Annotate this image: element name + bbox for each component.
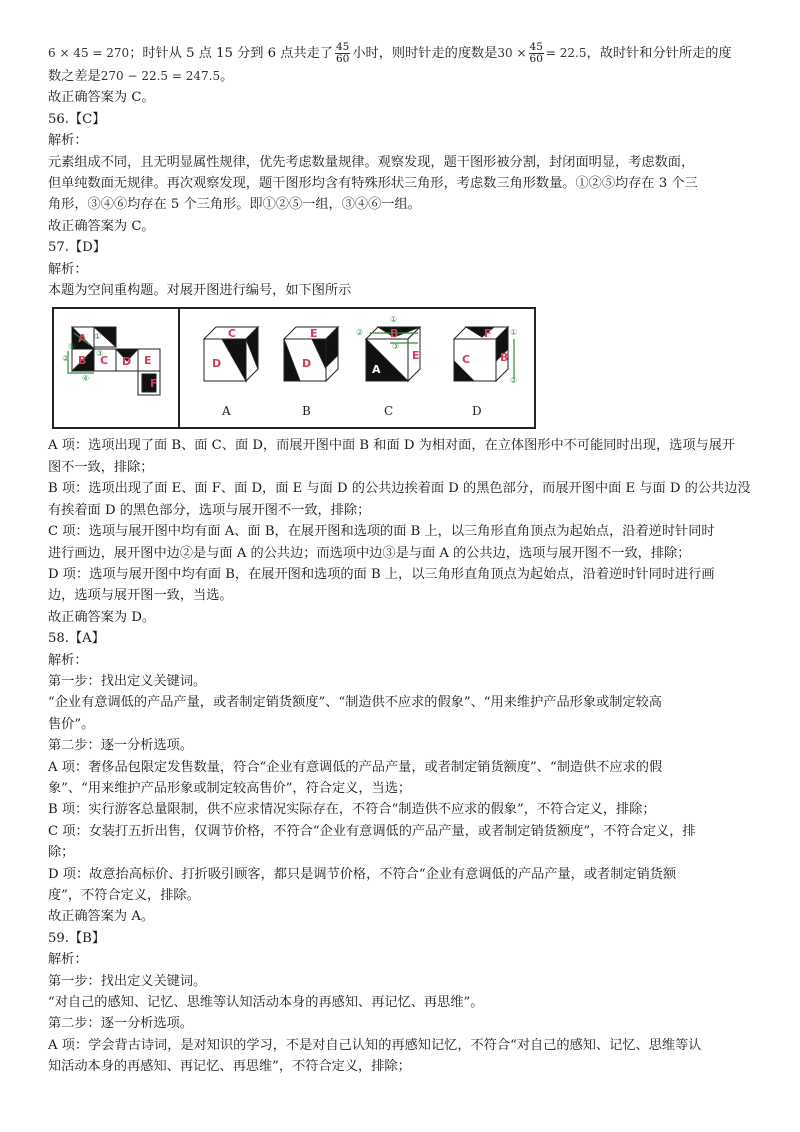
q58-option-c-1: C 项：女装打五折出售，仅调节价格，不符合“企业有意调低的产品产量，或者制定销货额度”，不符合定义，排	[48, 823, 696, 839]
q56-body-1: 元素组成不同，且无明显属性规律，优先考虑数量规律。观察发现，题干图形被分割，封闭面明显，考虑数面，	[48, 154, 695, 170]
net-letter-d: D	[122, 355, 132, 369]
q55-expr-hour-b: = 22.5	[545, 46, 587, 60]
q59-header: 59.【B】	[48, 930, 106, 946]
opt-b-face-e: E	[310, 327, 318, 341]
opt-b-face-d: D	[302, 357, 312, 371]
opt-a-face-c: C	[228, 327, 237, 341]
net-letter-c: C	[100, 354, 109, 368]
q58-option-b-1: B 项：实行游客总量限制，供不应求情况实际存在，不符合“制造供不应求的假象”，不符合定义，排除；	[48, 802, 656, 818]
q58-label: 解析：	[48, 652, 88, 668]
q59-step-1: 第一步：找出定义关键词。	[48, 973, 207, 989]
net-edge-1: ①	[94, 332, 102, 342]
q58-conclusion: 故正确答案为 A。	[48, 909, 155, 925]
q57-option-c-2: 进行画边，展开图中边②是与面 A 的公共边；而选项中边③是与面 A 的公共边，选项与展开图不一致，排除；	[48, 545, 691, 561]
q58-option-a-1: A 项：奢侈品包限定发售数量，符合“企业有意调低的产品产量，或者制定销货额度”、“制造供不应求的假	[48, 759, 663, 775]
net-letter-f: F	[150, 377, 158, 391]
q56-body-2: 但单纯数面无规律。再次观察发现，题干图形均含有特殊形状三角形，考虑数三角形数量。①②⑤均存在 3 个三	[48, 176, 698, 192]
opt-c-edge-3: ③	[392, 342, 400, 352]
q56-header: 56.【C】	[48, 111, 106, 127]
q59-label: 解析：	[48, 952, 88, 968]
q57-label: 解析：	[48, 261, 88, 277]
option-c-label: C	[384, 404, 394, 419]
q58-option-d-2: 度”，不符合定义，排除。	[48, 888, 200, 903]
q55-text-3: ，故时针和分针所走的度	[586, 46, 732, 61]
q59-step-2: 第二步：逐一分析选项。	[48, 1016, 194, 1032]
q56-label: 解析：	[48, 133, 88, 149]
option-d-label: D	[472, 404, 482, 419]
q57-intro: 本题为空间重构题。对展开图进行编号，如下图所示	[48, 283, 352, 299]
net-letter-a: A	[78, 332, 87, 346]
q58-option-a-2: 象”、“用来维护产品形象或制定较高售价”，符合定义，当选；	[48, 780, 412, 796]
q57-header: 57.【D】	[48, 240, 106, 256]
net-edge-2: ②	[62, 354, 70, 364]
q57-option-c-1: C 项：选项与展开图中均有面 A、面 B，在展开图和选项的面 B 上，以三角形直角顶点为起始点，沿着逆时针同时	[48, 524, 715, 540]
opt-d-face-f: F	[484, 327, 492, 341]
q55-fraction-1: $\frac{45}{60}$	[335, 41, 350, 65]
q55-text-4: 数之差是	[48, 69, 101, 84]
net-letter-e: E	[144, 354, 152, 368]
q58-header: 58.【A】	[48, 631, 105, 647]
net-edge-4: ④	[82, 374, 90, 384]
q59-keywords-1: “对自己的感知、记忆、思维等认知活动本身的再感知、再记忆、再思维”。	[48, 995, 484, 1011]
q57-conclusion: 故正确答案为 D。	[48, 609, 156, 625]
q56-body-3: 角形，③④⑥均存在 5 个三角形。即①②⑤一组，③④⑥一组。	[48, 197, 421, 213]
net-edge-3: ③	[96, 349, 104, 359]
opt-c-edge-1: ①	[390, 315, 398, 325]
opt-c-face-e: E	[412, 349, 420, 363]
q58-step-2: 第二步：逐一分析选项。	[48, 738, 194, 754]
q55-expr-hour-a: 30 ×	[497, 46, 527, 60]
q55-text-2: 小时，则时针走的度数是	[352, 46, 498, 61]
option-b-label: B	[302, 404, 311, 419]
cube-figure-svg	[54, 309, 534, 427]
opt-d-face-b: B	[500, 351, 509, 365]
q55-formula-line	[48, 40, 762, 66]
q57-option-a-1: A 项：选项出现了面 B、面 C、面 D，而展开图中面 B 和面 D 为相对面，在立体图形中不可能同时出现，选项与展开	[48, 438, 736, 454]
q57-option-d-2: 边，选项与展开图一致，当选。	[48, 588, 233, 604]
opt-c-face-b: B	[390, 327, 399, 341]
q57-option-b-1: B 项：选项出现了面 E、面 F、面 D，面 E 与面 D 的公共边挨着面 D 的黑色部分，而展开图中面 E 与面 D 的公共边没	[48, 481, 751, 497]
opt-d-face-c: C	[462, 353, 471, 367]
opt-a-face-d: D	[212, 357, 222, 371]
q58-keywords-1: “企业有意调低的产品产量，或者制定销货额度”、“制造供不应求的假象”、“用来维护产品形象或制定较高	[48, 695, 662, 711]
q55-conclusion: 故正确答案为 C。	[48, 90, 155, 106]
q57-option-b-2: 有挨着面 D 的黑色部分，选项与展开图不一致，排除；	[48, 502, 371, 518]
q58-keywords-2: 售价”。	[48, 716, 95, 732]
q55-expr-minute: 6 × 45 = 270	[48, 46, 130, 60]
q57-option-a-2: 图不一致，排除；	[48, 459, 154, 475]
answer-explanation-page	[48, 40, 762, 1078]
q58-option-c-2: 除；	[48, 845, 75, 861]
q55-diff-line	[48, 66, 762, 87]
opt-c-edge-2: ②	[356, 328, 364, 338]
q56-conclusion: 故正确答案为 C。	[48, 218, 155, 234]
q59-option-a-2: 知活动本身的再感知、再记忆、再思维”，不符合定义，排除；	[48, 1059, 411, 1075]
option-a-label: A	[222, 404, 231, 419]
q55-text-5: 。	[220, 69, 234, 84]
net-edge-5: ⑤	[68, 342, 76, 352]
q58-option-d-1: D 项：故意抬高标价、打折吸引顾客，都只是调节价格，不符合“企业有意调低的产品产量，或者制定销货额	[48, 866, 677, 882]
q57-option-d-1: D 项：选项与展开图中均有面 B，在展开图和选项的面 B 上，以三角形直角顶点为起始点，沿着逆时针同时进行画	[48, 566, 715, 582]
q55-fraction-2: $\frac{45}{60}$	[529, 41, 543, 65]
q55-expr-diff: 270 − 22.5 = 247.5	[100, 69, 221, 83]
q55-text-1: ；时针从 5 点 15 分到 6 点共走了	[129, 46, 333, 61]
opt-d-edge-2: ②	[510, 376, 518, 386]
q58-step-1: 第一步：找出定义关键词。	[48, 673, 207, 689]
opt-c-face-a: A	[372, 363, 381, 377]
q59-option-a-1: A 项：学会背古诗词，是对知识的学习，不是对自己认知的再感知记忆，不符合“对自己的感知、记忆、思维等认	[48, 1037, 702, 1053]
opt-d-edge-1: ①	[510, 328, 518, 338]
net-letter-b: B	[78, 354, 87, 368]
cube-net-figure	[52, 307, 536, 429]
